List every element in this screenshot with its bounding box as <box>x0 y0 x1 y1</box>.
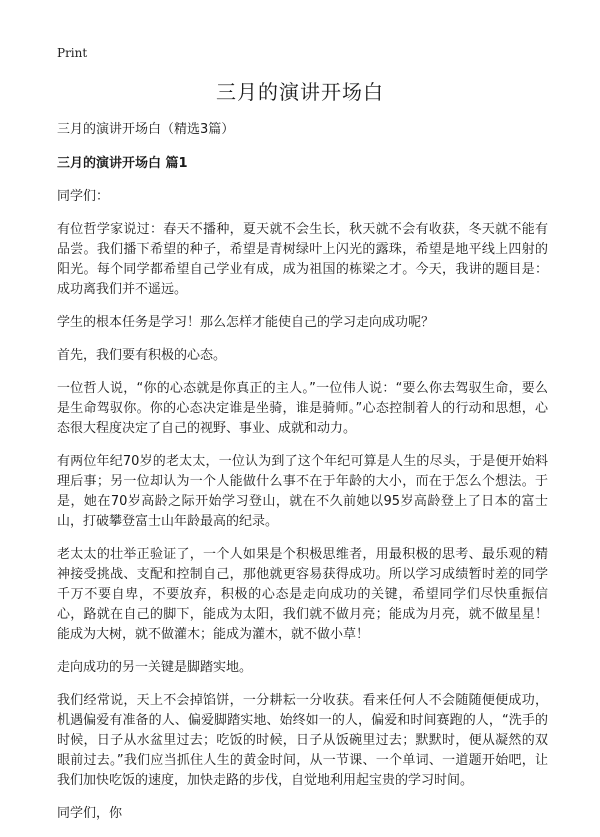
paragraph-question: 学生的根本任务是学习！那么怎样才能使自己的学习走向成功呢？ <box>57 315 435 330</box>
paragraph-second-point: 走向成功的另一关键是脚踏实地。 <box>57 660 253 675</box>
paragraph-greeting: 同学们： <box>57 189 110 204</box>
paragraph-effort: 我们经常说，天上不会掉馅饼，一分耕耘一分收获。看来任何人不会随随便便成功，机遇偏爱有准备的人、偏爱脚踏实地、始终如一的人，偏爱和时间赛跑的人，“洗手的时候，日子从水盆里过去；吃饭的时候，日子从饭碗里过去；默默时，便从凝然的双眼前过去。”我们应当抓住人生的黄金时间，从一节课、一个单词、一道题开始吧，让我们加快吃饭的速度，加快走路的步伐，自觉地利用起宝贵的学习时间。 <box>57 693 548 788</box>
paragraph-closing-fragment: 同学们，你 <box>57 806 123 821</box>
paragraph-quotes: 一位哲人说，“你的心态就是你真正的主人。”一位伟人说：“要么你去驾驭生命，要么是生命驾驭你。你的心态决定谁是坐骑，谁是骑师。”心态控制着人的行动和思想，心态很大程度决定了自己的视野、事业、成就和动力。 <box>57 381 548 436</box>
paragraph-intro: 有位哲学家说过：春天不播种，夏天就不会生长，秋天就不会有收获，冬天就不能有品尝。我们播下希望的种子，希望是青树绿叶上闪光的露珠，希望是地平线上四射的阳光。每个同学都希望自己学业有成，成为祖国的栋梁之才。今天，我讲的题目是：成功离我们并不遥远。 <box>57 222 548 297</box>
paragraph-lesson: 老太太的壮举正验证了，一个人如果是个积极思维者，用最积极的思考、最乐观的精神接受挑战、支配和控制自己，那他就更容易获得成功。所以学习成绩暂时差的同学千万不要自卑，不要放弃，积极的心态是走向成功的关键，希望同学们尽快重振信心，路就在自己的脚下，能成为太阳，我们就不做月亮；能成为月亮，就不做星星！能成为大树，就不做灌木；能成为灌木，就不做小草！ <box>57 547 548 642</box>
document-body <box>57 120 548 837</box>
page-title: 三月的演讲开场白 <box>216 80 384 104</box>
section-heading: 三月的演讲开场白 篇1 <box>57 156 188 171</box>
paragraph-first-point: 首先，我们要有积极的心态。 <box>57 348 227 363</box>
document-subtitle: 三月的演讲开场白（精选3篇） <box>57 122 235 137</box>
print-link[interactable]: Print <box>57 46 88 60</box>
paragraph-story: 有两位年纪70岁的老太太，一位认为到了这个年纪可算是人生的尽头，于是便开始料理后事；另一位却认为一个人能做什么事不在于年龄的大小，而在于怎么个想法。于是，她在70岁高龄之际开始学习登山，就在不久前她以95岁高龄登上了日本的富士山，打破攀登富士山年龄最高的纪录。 <box>57 454 548 529</box>
